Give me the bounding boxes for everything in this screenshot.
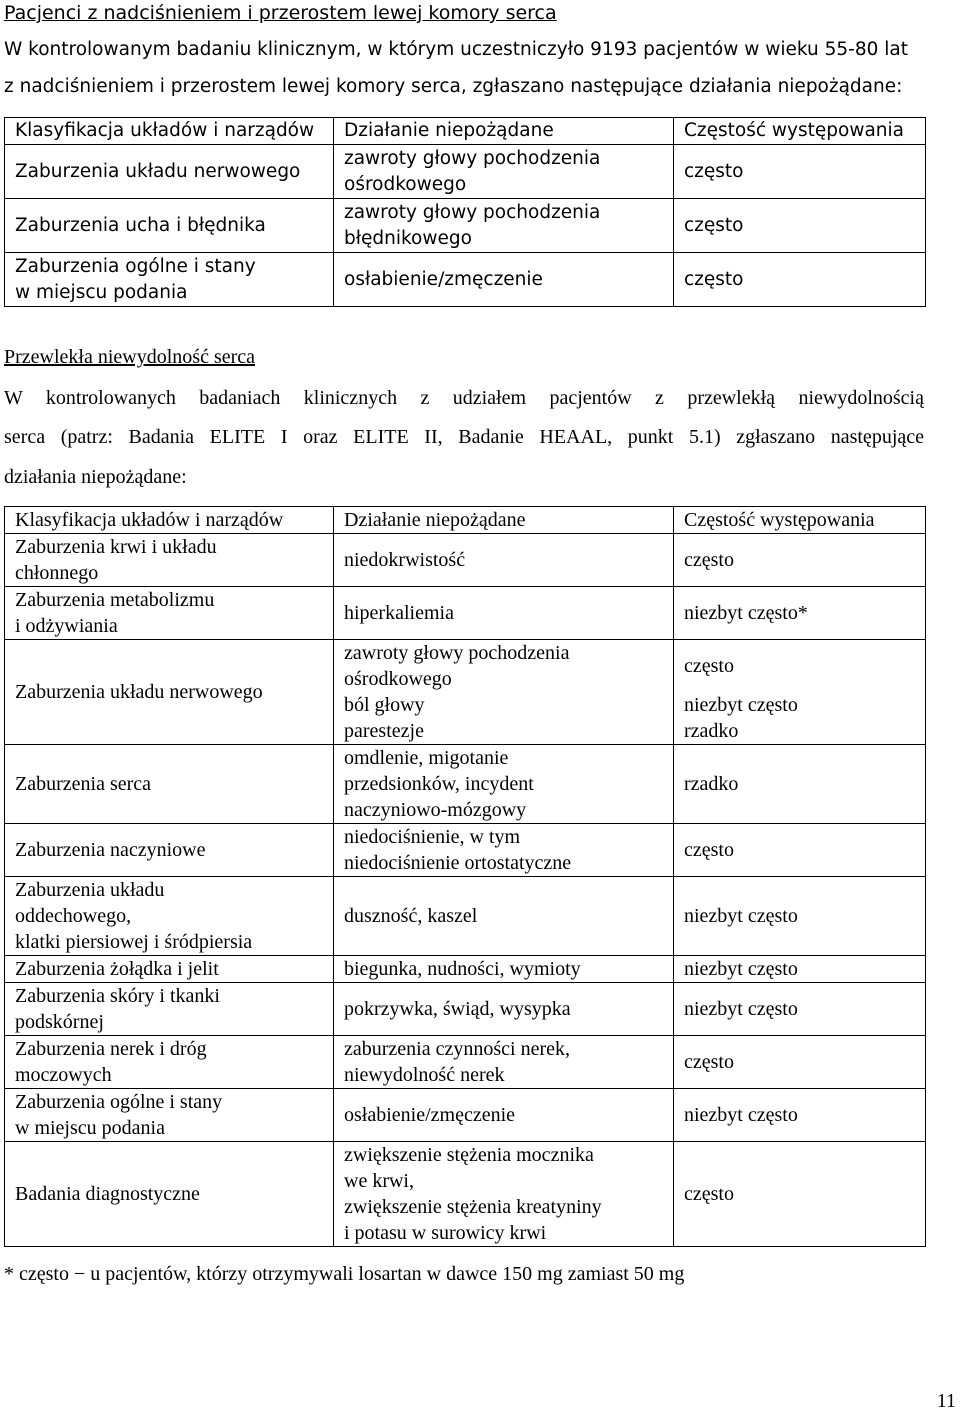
adverse-effect-cell xyxy=(334,956,674,983)
adverse-effect-cell xyxy=(334,718,674,745)
adverse-effect-cell-line: duszność, kaszel xyxy=(344,905,478,927)
frequency-cell: często xyxy=(674,253,926,307)
adverse-effect-cell-line: niedociśnienie ortostatyczne xyxy=(344,852,572,874)
frequency-cell: niezbyt często* xyxy=(674,587,926,640)
adverse-effect-cell-line: niewydolność nerek xyxy=(344,1064,505,1086)
organ-class-cell-line: Zaburzenia ogólne i stany xyxy=(15,255,256,277)
organ-class-cell-line: Zaburzenia metabolizmu xyxy=(15,589,215,611)
column-header: Częstość występowania xyxy=(674,507,926,534)
organ-class-cell xyxy=(5,824,334,877)
table-row xyxy=(5,199,926,253)
frequency-cell: rzadko xyxy=(674,718,926,745)
adverse-effect-cell xyxy=(334,587,674,640)
adverse-effect-cell-line: niedociśnienie, w tym xyxy=(344,826,521,848)
frequency-cell: niezbyt często xyxy=(674,956,926,983)
column-header: Częstość występowania xyxy=(674,118,926,145)
organ-class-cell xyxy=(5,983,334,1036)
organ-class-cell xyxy=(5,745,334,824)
adverse-effect-cell-line: błędnikowego xyxy=(344,227,472,249)
adverse-effect-cell xyxy=(334,692,674,718)
table-row xyxy=(5,253,926,307)
adverse-effect-cell-line: naczyniowo-mózgowy xyxy=(344,799,527,821)
adverse-effect-cell-line: zaburzenia czynności nerek, xyxy=(344,1038,570,1060)
organ-class-cell-line: podskórnej xyxy=(15,1011,104,1033)
table-row xyxy=(5,983,926,1036)
organ-class-cell-line: Zaburzenia skóry i tkanki xyxy=(15,985,220,1007)
frequency-cell: często xyxy=(674,640,926,693)
organ-class-cell-line: Zaburzenia naczyniowe xyxy=(15,839,206,861)
table-row xyxy=(5,145,926,199)
adverse-effect-cell-line: przedsionków, incydent xyxy=(344,773,534,795)
page-number: 11 xyxy=(936,1390,956,1412)
frequency-cell: rzadko xyxy=(674,745,926,824)
adverse-effect-cell xyxy=(334,1036,674,1089)
table-row xyxy=(5,1036,926,1089)
organ-class-cell xyxy=(5,145,334,199)
intro-text-line: działania niepożądane: xyxy=(4,466,187,488)
frequency-cell: niezbyt często xyxy=(674,1089,926,1142)
adverse-effect-cell xyxy=(334,983,674,1036)
adverse-effect-cell-line: parestezje xyxy=(344,720,424,742)
column-header: Klasyfikacja układów i narządów xyxy=(5,118,334,145)
adverse-effect-cell-line: we krwi, xyxy=(344,1170,414,1192)
adverse-effect-cell xyxy=(334,824,674,877)
organ-class-cell xyxy=(5,956,334,983)
organ-class-cell xyxy=(5,877,334,956)
organ-class-cell-line: moczowych xyxy=(15,1064,112,1086)
adverse-effect-cell-line: zawroty głowy pochodzenia xyxy=(344,642,570,664)
organ-class-cell xyxy=(5,587,334,640)
organ-class-cell-line: Zaburzenia ogólne i stany xyxy=(15,1091,223,1113)
organ-class-cell-line: Zaburzenia ucha i błędnika xyxy=(15,214,266,236)
frequency-cell: często xyxy=(674,1142,926,1247)
table-row xyxy=(5,1089,926,1142)
table-row xyxy=(5,587,926,640)
organ-class-cell-line: Badania diagnostyczne xyxy=(15,1183,200,1205)
adverse-effect-cell-line: biegunka, nudności, wymioty xyxy=(344,958,581,980)
adverse-effect-cell-line: ośrodkowego xyxy=(344,668,452,690)
adverse-effect-cell xyxy=(334,199,674,253)
adverse-effect-cell-line: omdlenie, migotanie xyxy=(344,747,509,769)
organ-class-cell-line: chłonnego xyxy=(15,562,99,584)
organ-class-cell-line: Zaburzenia żołądka i jelit xyxy=(15,958,219,980)
adverse-effect-cell-line: ośrodkowego xyxy=(344,173,467,195)
table-header-row xyxy=(5,118,926,145)
adverse-effect-cell xyxy=(334,1142,674,1247)
frequency-cell: niezbyt często xyxy=(674,692,926,718)
organ-class-cell xyxy=(5,640,334,745)
column-header: Klasyfikacja układów i narządów xyxy=(5,507,334,534)
adverse-effect-cell xyxy=(334,745,674,824)
organ-class-cell-line: Zaburzenia krwi i układu xyxy=(15,536,217,558)
column-header: Działanie niepożądane xyxy=(334,507,674,534)
section-heading-heart-failure: Przewlekła niewydolność serca xyxy=(4,346,256,368)
frequency-cell: często xyxy=(674,824,926,877)
adverse-effect-cell xyxy=(334,1089,674,1142)
table-row xyxy=(5,824,926,877)
adverse-effect-cell-line: pokrzywka, świąd, wysypka xyxy=(344,998,571,1020)
adverse-effect-cell-line: zwiększenie stężenia mocznika xyxy=(344,1144,594,1166)
organ-class-cell-line: Zaburzenia układu nerwowego xyxy=(15,681,263,703)
intro-text-line: z nadciśnieniem i przerostem lewej komory serca, zgłaszano następujące działania niepożądane: xyxy=(4,76,903,97)
organ-class-cell-line: i odżywiania xyxy=(15,615,118,637)
organ-class-cell-line: klatki piersiowej i śródpiersia xyxy=(15,931,253,953)
table-header-row xyxy=(5,507,926,534)
table-row xyxy=(5,877,926,956)
adverse-effect-cell-line: hiperkaliemia xyxy=(344,602,454,624)
frequency-cell: niezbyt często xyxy=(674,877,926,956)
intro-text-line: serca (patrz: Badania ELITE I oraz ELITE II, Badanie HEAAL, punkt 5.1) zgłaszano następujące xyxy=(4,426,924,448)
table-row xyxy=(5,534,926,587)
organ-class-cell xyxy=(5,199,334,253)
organ-class-cell xyxy=(5,1142,334,1247)
adverse-effect-cell-line: i potasu w surowicy krwi xyxy=(344,1222,547,1244)
table-row xyxy=(5,1142,926,1247)
organ-class-cell xyxy=(5,1089,334,1142)
adverse-effect-cell-line: zawroty głowy pochodzenia xyxy=(344,147,601,169)
organ-class-cell xyxy=(5,253,334,307)
table-row xyxy=(5,956,926,983)
table-row xyxy=(5,640,926,693)
adverse-effect-cell-line: osłabienie/zmęczenie xyxy=(344,1104,516,1126)
organ-class-cell-line: Zaburzenia nerek i dróg xyxy=(15,1038,207,1060)
organ-class-cell-line: oddechowego, xyxy=(15,905,132,927)
intro-text-line: W kontrolowanych badaniach klinicznych z udziałem pacjentów z przewlekłą niewydolnością xyxy=(4,387,924,409)
section-heading-hypertension: Pacjenci z nadciśnieniem i przerostem lewej komory serca xyxy=(4,2,557,24)
adverse-effect-cell xyxy=(334,877,674,956)
adverse-effect-cell-line: zawroty głowy pochodzenia xyxy=(344,201,601,223)
adverse-effect-cell xyxy=(334,534,674,587)
frequency-cell: często xyxy=(674,534,926,587)
column-header: Działanie niepożądane xyxy=(334,118,674,145)
adverse-effects-table-hypertension xyxy=(4,117,926,307)
frequency-cell: często xyxy=(674,1036,926,1089)
organ-class-cell-line: w miejscu podania xyxy=(15,281,188,303)
organ-class-cell-line: Zaburzenia układu nerwowego xyxy=(15,160,301,182)
footnote: * często − u pacjentów, którzy otrzymywali losartan w dawce 150 mg zamiast 50 mg xyxy=(4,1263,685,1285)
organ-class-cell xyxy=(5,534,334,587)
adverse-effect-cell-line: ból głowy xyxy=(344,694,425,716)
frequency-cell: niezbyt często xyxy=(674,983,926,1036)
frequency-cell: często xyxy=(674,199,926,253)
adverse-effect-cell xyxy=(334,145,674,199)
organ-class-cell-line: Zaburzenia serca xyxy=(15,773,152,795)
frequency-cell: często xyxy=(674,145,926,199)
adverse-effect-cell-line: zwiększenie stężenia kreatyniny xyxy=(344,1196,602,1218)
adverse-effect-cell xyxy=(334,253,674,307)
organ-class-cell-line: w miejscu podania xyxy=(15,1117,165,1139)
adverse-effect-cell-line: osłabienie/zmęczenie xyxy=(344,268,543,290)
organ-class-cell xyxy=(5,1036,334,1089)
intro-text-line: W kontrolowanym badaniu klinicznym, w którym uczestniczyło 9193 pacjentów w wieku 55-80 lat xyxy=(4,39,908,60)
adverse-effect-cell xyxy=(334,640,674,693)
adverse-effects-table-heart-failure xyxy=(4,506,926,1247)
organ-class-cell-line: Zaburzenia układu xyxy=(15,879,165,901)
adverse-effect-cell-line: niedokrwistość xyxy=(344,549,466,571)
table-row xyxy=(5,745,926,824)
